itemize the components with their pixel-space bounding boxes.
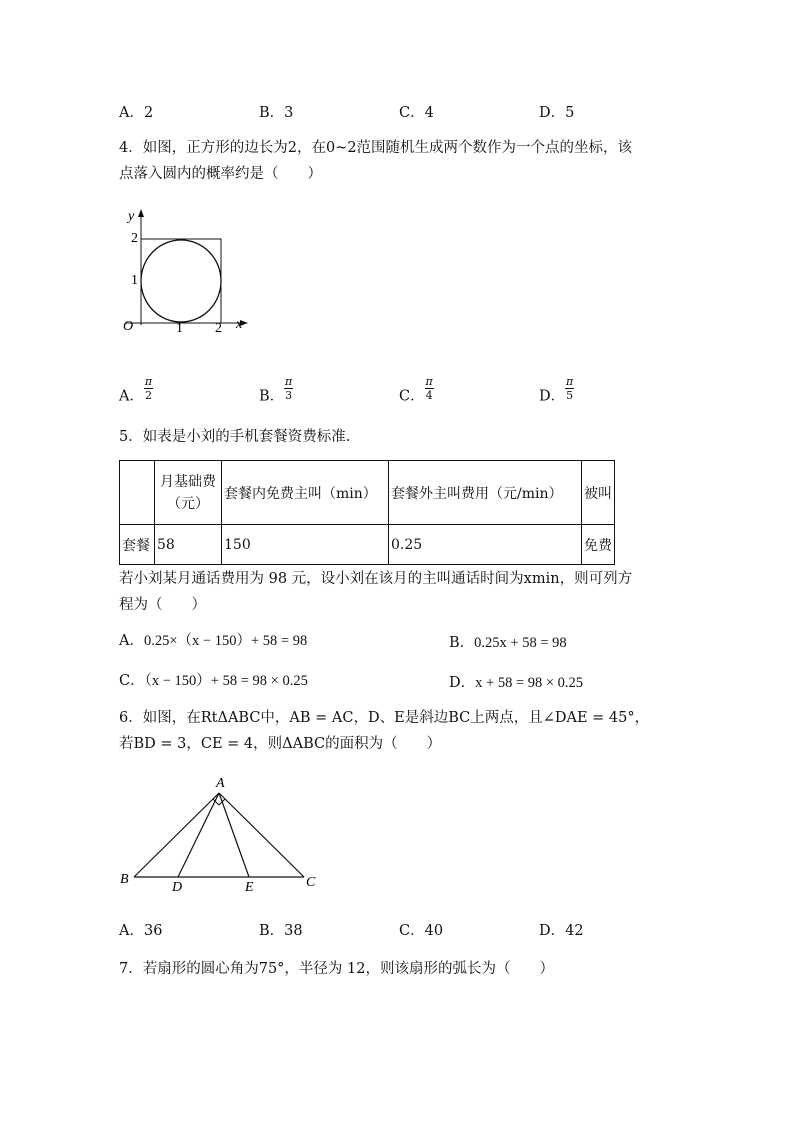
q6-triangle-figure xyxy=(114,772,324,897)
x-tick-1: 1 xyxy=(176,321,183,336)
y-axis-label: y xyxy=(128,209,135,224)
option-expression: 0.25x + 58 = 98 xyxy=(474,635,567,651)
q4-option-d xyxy=(539,375,574,409)
q5-option-c xyxy=(119,669,308,690)
q6-stem-line1: 6．如图，在RtΔABC中，AB = AC，D、E是斜边BC上两点，且∠DAE = 45°， xyxy=(119,710,650,726)
fraction: $\frac{\pi}{3}$ xyxy=(285,375,293,402)
q6-stem xyxy=(119,705,679,757)
q4-stem-line1: 4．如图，正方形的边长为2，在0~2范围随机生成两个数作为一个点的坐标，该 xyxy=(119,140,633,156)
q3-option-b: B．3 xyxy=(259,105,294,121)
segment-ae xyxy=(219,793,249,877)
table-cell: 58 xyxy=(155,525,222,565)
fraction: $\frac{\pi}{2}$ xyxy=(144,375,153,402)
table-cell: 0.25 xyxy=(389,525,582,565)
table-header-cell: 月基础费（元） xyxy=(155,461,222,525)
q3-option-a: A．2 xyxy=(119,105,154,121)
table-header-cell xyxy=(120,461,155,525)
option-label: B． xyxy=(449,635,475,651)
q5-option-d xyxy=(449,671,583,692)
y-tick-1: 1 xyxy=(131,273,138,288)
q5-option-a xyxy=(119,629,307,650)
q4-stem-line2: 点落入圆内的概率约是（ ） xyxy=(119,166,322,182)
q4-option-b xyxy=(259,375,293,409)
q5-option-b xyxy=(449,631,567,652)
fraction: $\frac{\pi}{4}$ xyxy=(425,375,433,402)
table-cell: 150 xyxy=(222,525,389,565)
y-axis-arrow xyxy=(138,209,144,217)
fraction: $\frac{\pi}{5}$ xyxy=(566,375,574,402)
q6-option-a: A．36 xyxy=(119,923,163,939)
option-expression: （x − 150）+ 58 = 98 × 0.25 xyxy=(144,673,308,689)
q7-stem: 7．若扇形的圆心角为75°，半径为 12，则该扇形的弧长为（ ） xyxy=(119,961,554,977)
q5-after-line2: 程为（ ） xyxy=(119,597,206,613)
q4-option-c xyxy=(399,375,434,409)
table-row xyxy=(120,525,615,565)
option-label: C． xyxy=(119,673,145,689)
side-ab xyxy=(134,793,219,877)
table-cell: 免费 xyxy=(582,525,615,565)
table-header-cell: 套餐内免费主叫（min） xyxy=(222,461,389,525)
q6-stem-line2: 若BD = 3，CE = 4，则ΔABC的面积为（ ） xyxy=(119,736,442,752)
option-label: D． xyxy=(449,675,476,691)
q6-option-b: B．38 xyxy=(259,923,303,939)
y-tick-2: 2 xyxy=(131,231,138,246)
vertex-b-label: B xyxy=(120,872,129,887)
option-label: D． xyxy=(539,388,566,405)
option-expression: x + 58 = 98 × 0.25 xyxy=(475,675,584,691)
option-label: A． xyxy=(119,633,144,649)
option-label: C． xyxy=(399,388,425,405)
side-ac xyxy=(219,793,304,877)
origin-label: O xyxy=(123,319,134,334)
table-cell: 套餐 xyxy=(120,525,155,565)
x-tick-2: 2 xyxy=(215,321,222,336)
fee-table xyxy=(119,460,615,565)
option-label: A． xyxy=(119,388,144,405)
segment-ad xyxy=(178,793,219,877)
q6-option-c: C．40 xyxy=(399,923,444,939)
table-header-cell: 套餐外主叫费用（元/min） xyxy=(389,461,582,525)
x-axis-label: x xyxy=(236,317,243,332)
inscribed-circle xyxy=(141,240,221,322)
q3-option-d: D．5 xyxy=(539,105,575,121)
q5-after xyxy=(119,566,679,618)
option-label: B． xyxy=(259,388,285,405)
vertex-a-label: A xyxy=(216,776,225,791)
table-header-cell: 被叫 xyxy=(582,461,615,525)
q4-square-circle-figure xyxy=(116,205,256,340)
point-e-label: E xyxy=(245,880,254,895)
q4-option-a xyxy=(119,375,153,409)
table-header-row xyxy=(120,461,615,525)
q6-option-d: D．42 xyxy=(539,923,584,939)
q5-stem: 5．如表是小刘的手机套餐资费标准. xyxy=(119,429,351,445)
q3-option-c: C．4 xyxy=(399,105,434,121)
q5-after-line1: 若小刘某月通话费用为 98 元，设小刘在该月的主叫通话时间为xmin，则可列方 xyxy=(119,571,633,587)
q4-stem xyxy=(119,135,679,187)
point-d-label: D xyxy=(172,880,183,895)
vertex-c-label: C xyxy=(306,875,316,890)
option-expression: 0.25×（x − 150）+ 58 = 98 xyxy=(143,633,308,649)
